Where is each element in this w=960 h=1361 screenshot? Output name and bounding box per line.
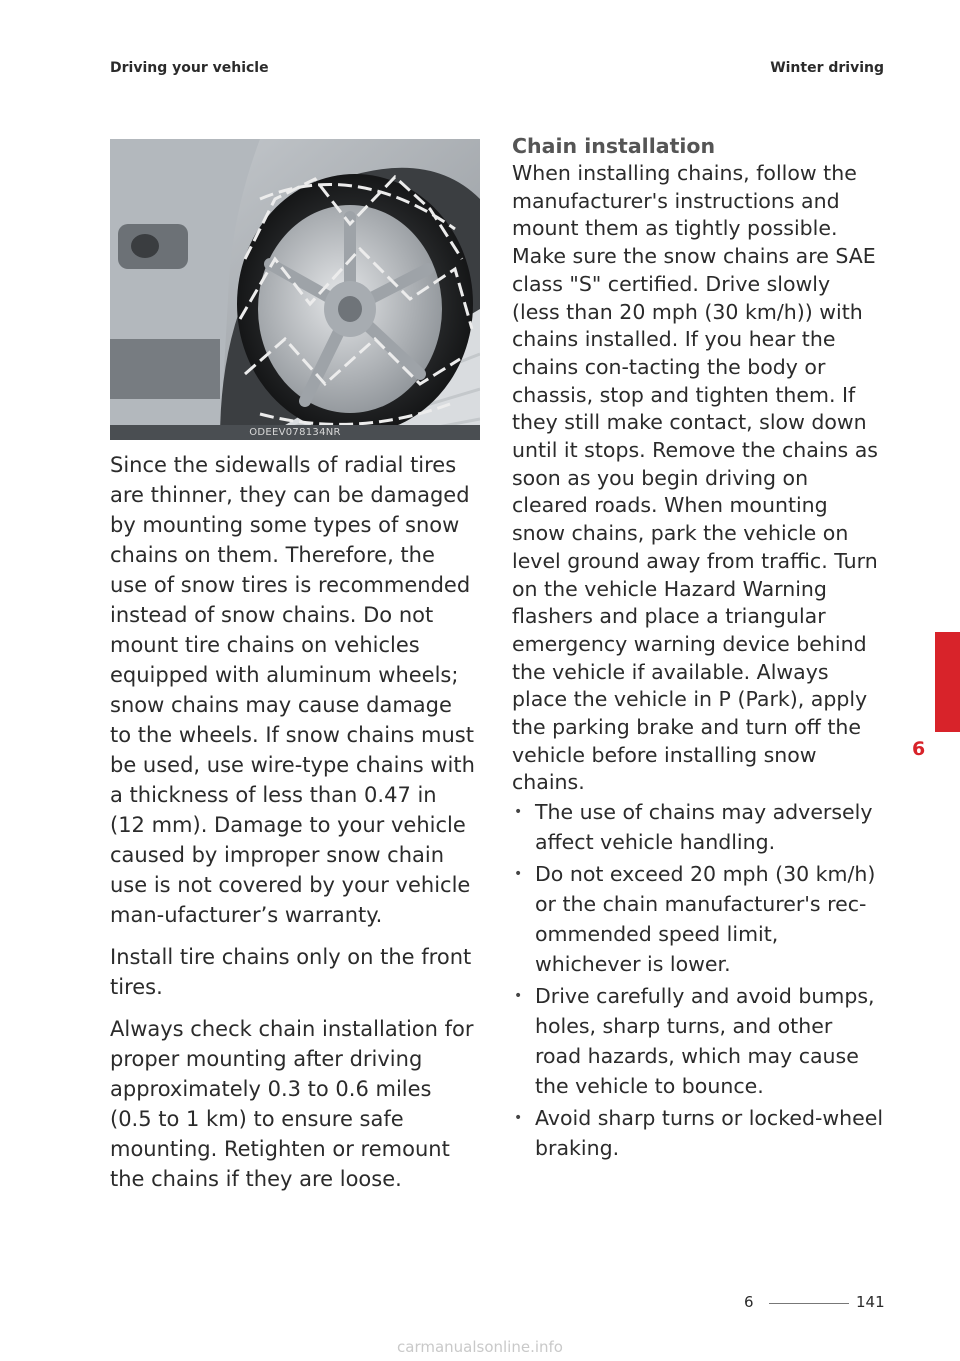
paragraph-front-tires: Install tire chains only on the front tires. (110, 945, 472, 999)
snow-chain-photo (110, 139, 480, 440)
running-header-left: Driving your vehicle (110, 60, 269, 76)
watermark-text: carmanualsonline.info (397, 1338, 563, 1356)
footer-divider (769, 1303, 849, 1304)
left-column (110, 450, 478, 1206)
chapter-tab-number: 6 (912, 738, 926, 760)
footer-page-number: 141 (856, 1293, 885, 1311)
list-item: • Drive carefully and avoid bumps, holes, sharp turns, and other road hazards, which may cause the vehicle to bounce. (512, 981, 884, 1101)
paragraph-installation: When installing chains, follow the manufacturer's instructions and mount them as tightly possible. Make sure the snow chains are SAE class "S" certified. Drive slowly (less than 20 mph (30 km/h)) with chains installed. If you hear the chains con-tacting the body or chassis, stop and tighten them. If they still make contact, slow down until it stops. Remove the chains as soon as you begin driving on cleared roads. When mounting snow chains, park the vehicle on level ground away from traffic. Turn on the vehicle Hazard Warning flashers and place a triangular emergency warning device behind the vehicle if available. Always place the vehicle in P (Park), apply the parking brake and turn off the vehicle before installing snow chains. (512, 161, 878, 795)
running-header-right: Winter driving (770, 60, 884, 76)
paragraph-radial-tires: Since the sidewalls of radial tires are thinner, they can be damaged by mounting some types of snow chains on them. Therefore, the use of snow tires is recommended instead of snow chains. Do not mount tire chains on vehicles equipped with aluminum wheels; snow chains may cause damage to the wheels. If snow chains must be used, use wire-type chains with a thickness of less than 0.47 in (12 mm). Damage to your vehicle caused by improper snow chain use is not covered by your vehicle man-ufacturer’s warranty. (110, 453, 475, 927)
right-column (512, 132, 884, 1165)
bullet-list (512, 797, 884, 1163)
list-item: • The use of chains may adversely affect vehicle handling. (512, 797, 884, 857)
footer-section-number: 6 (744, 1293, 754, 1311)
list-item: • Avoid sharp turns or locked-wheel braking. (512, 1103, 884, 1163)
list-item: • Do not exceed 20 mph (30 km/h) or the chain manufacturer's rec-ommended speed limit, whichever is lower. (512, 859, 884, 979)
tire-with-chain-illustration (110, 139, 480, 440)
figure-code: ODEEV078134NR (110, 425, 480, 440)
paragraph-check-installation: Always check chain installation for proper mounting after driving approximately 0.3 to 0.6 miles (0.5 to 1 km) to ensure safe mounting. Retighten or remount the chains if they are loose. (110, 1017, 474, 1191)
section-title: Chain installation (512, 134, 716, 158)
chapter-tab (935, 632, 960, 732)
